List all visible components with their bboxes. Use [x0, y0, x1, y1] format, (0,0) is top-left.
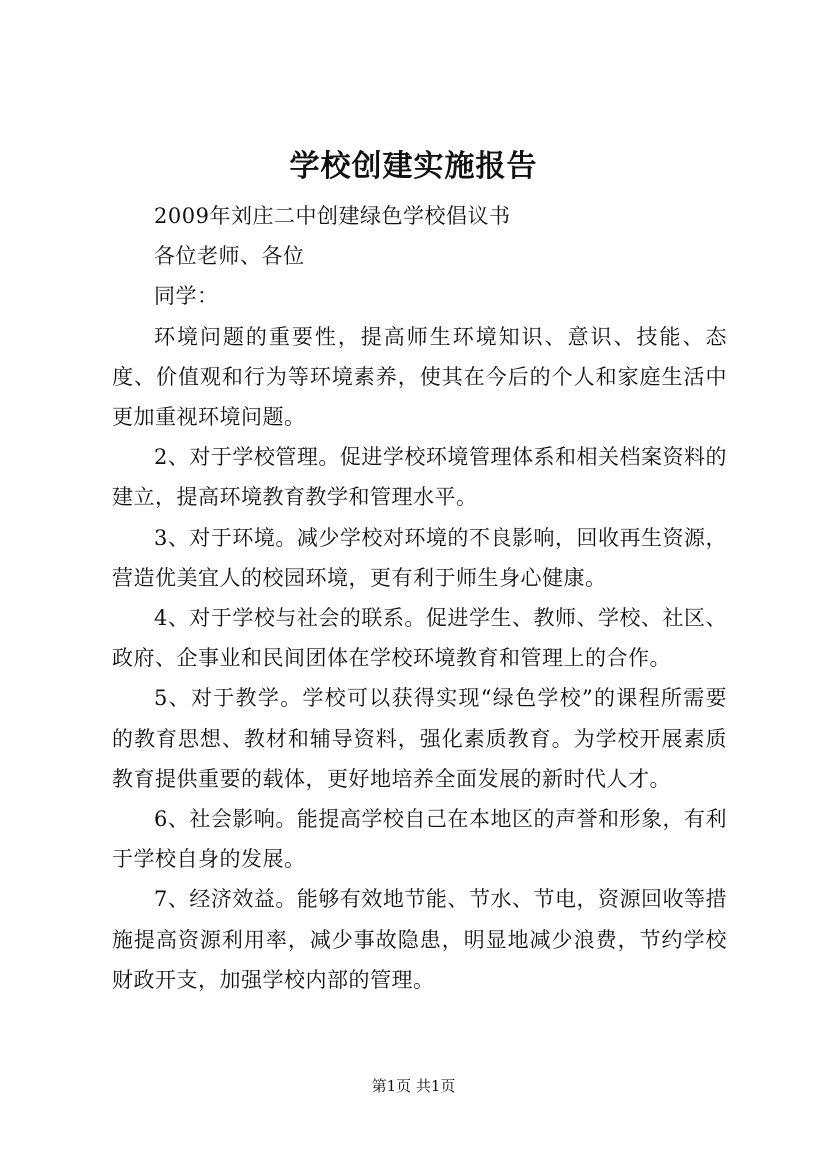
paragraph-subtitle: 2009年刘庄二中创建绿色学校倡议书: [154, 204, 511, 228]
paragraph-7: 7、经济效益。能够有效地节能、节水、节电，资源回收等措施提高资源利用率，减少事故隐患，明显地减少浪费，节约学校财政开支，加强学校内部的管理。: [112, 887, 727, 992]
document-body: [112, 196, 727, 1000]
paragraph-salutation: 各位老师、各位: [154, 244, 305, 269]
document-title: 学校创建实施报告: [289, 149, 538, 184]
paragraph-4: 4、对于学校与社会的联系。促进学生、教师、学校、社区、政府、企事业和民间团体在学校环境教育和管理上的合作。: [112, 606, 727, 671]
paragraph-1: 环境问题的重要性，提高师生环境知识、意识、技能、态度、价值观和行为等环境素养，使其在今后的个人和家庭生活中更加重视环境问题。: [112, 324, 727, 430]
page-footer: 第1页 共1页: [371, 1077, 456, 1095]
paragraph-6: 6、社会影响。能提高学校自己在本地区的声誉和形象，有利于学校自身的发展。: [112, 807, 727, 872]
paragraph-3: 3、对于环境。减少学校对环境的不良影响，回收再生资源，营造优美宜人的校园环境，更有利于师生身心健康。: [112, 525, 727, 590]
paragraph-2: 2、对于学校管理。促进学校环境管理体系和相关档案资料的建立，提高环境教育教学和管理水平。: [112, 445, 727, 510]
paragraph-5: 5、对于教学。学校可以获得实现“绿色学校”的课程所需要的教育思想、教材和辅导资料，强化素质教育。为学校开展素质教育提供重要的载体，更好地培养全面发展的新时代人才。: [112, 686, 727, 791]
paragraph-salutation-cont: 同学：: [154, 284, 219, 309]
